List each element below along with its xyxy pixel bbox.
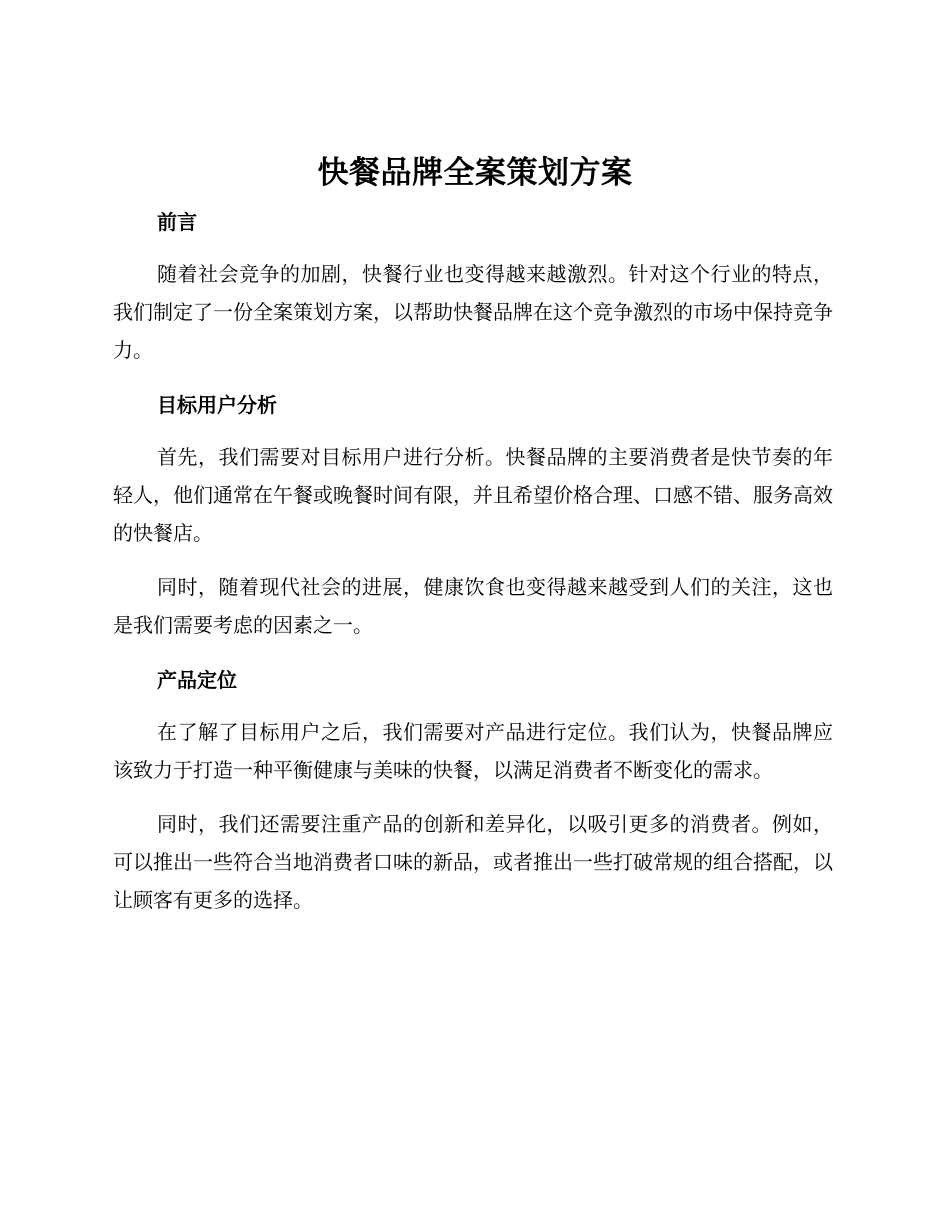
paragraph: 同时，我们还需要注重产品的创新和差异化，以吸引更多的消费者。例如，可以推出一些符合当地消费者口味的新品，或者推出一些打破常规的组合搭配，以让顾客有更多的选择。 <box>113 812 833 912</box>
section-heading-product-positioning: 产品定位 <box>157 668 237 692</box>
section-heading-preface: 前言 <box>157 210 197 234</box>
paragraph: 随着社会竞争的加剧，快餐行业也变得越来越激烈。针对这个行业的特点，我们制定了一份全案策划方案，以帮助快餐品牌在这个竞争激烈的市场中保持竞争力。 <box>113 262 833 362</box>
section-heading-target-users: 目标用户分析 <box>157 393 277 417</box>
paragraph: 首先，我们需要对目标用户进行分析。快餐品牌的主要消费者是快节奏的年轻人，他们通常在午餐或晚餐时间有限，并且希望价格合理、口感不错、服务高效的快餐店。 <box>113 445 833 545</box>
document-body <box>113 200 833 919</box>
paragraph: 在了解了目标用户之后，我们需要对产品进行定位。我们认为，快餐品牌应该致力于打造一种平衡健康与美味的快餐，以满足消费者不断变化的需求。 <box>113 720 833 782</box>
paragraph: 同时，随着现代社会的进展，健康饮食也变得越来越受到人们的关注，这也是我们需要考虑的因素之一。 <box>113 575 833 637</box>
document-title: 快餐品牌全案策划方案 <box>317 155 633 191</box>
